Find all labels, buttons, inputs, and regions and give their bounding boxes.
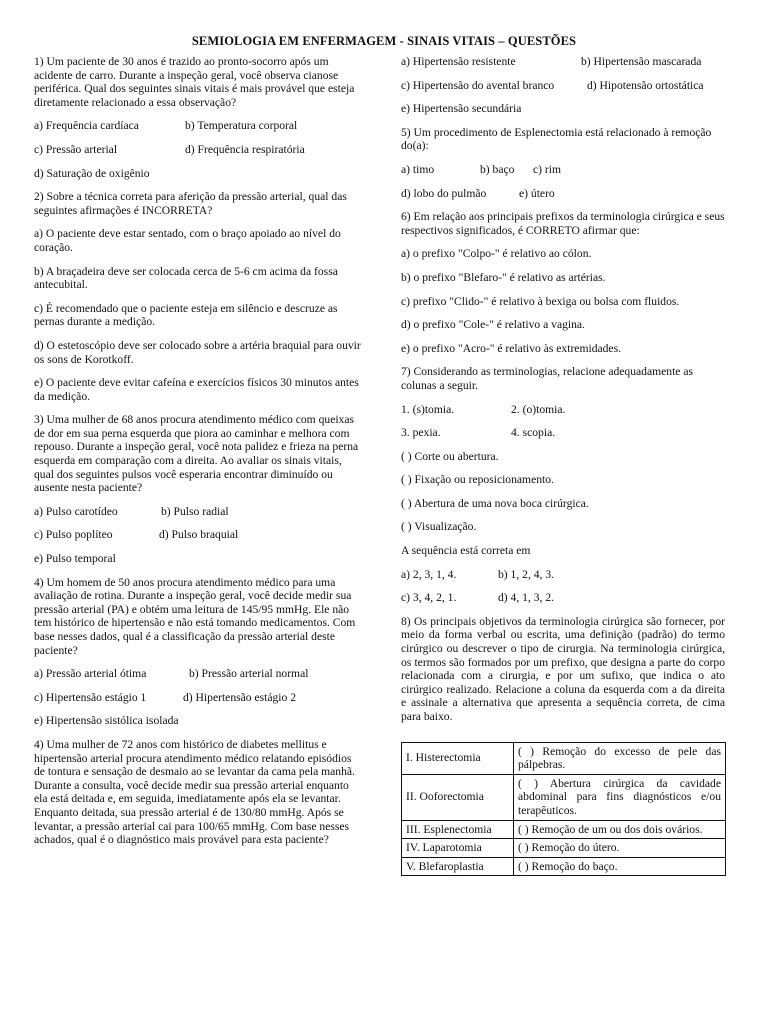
question-5-options-abc bbox=[401, 163, 725, 177]
table-cell-description: ( ) Abertura cirúrgica da cavidade abdominal para fins diagnósticos e/ou terapêuticos. bbox=[514, 774, 726, 820]
option-text: a) o prefixo "Colpo-" é relativo ao cólon. bbox=[401, 247, 592, 261]
option-text: d) lobo do pulmão bbox=[401, 186, 487, 200]
right-column bbox=[401, 55, 725, 876]
option-text: a) timo bbox=[401, 162, 435, 176]
option-text: b) Pulso radial bbox=[161, 504, 229, 518]
left-column bbox=[34, 55, 364, 857]
option-text: d) Saturação de oxigênio bbox=[34, 166, 150, 180]
option-text: d) Hipertensão estágio 2 bbox=[183, 690, 297, 704]
term-text: 4. scopia. bbox=[511, 426, 556, 440]
option-text: e) Hipertensão secundária bbox=[401, 102, 522, 116]
option-text: b) 1, 2, 4, 3. bbox=[498, 567, 555, 581]
question-8-stem: 8) Os principais objetivos da terminologia cirúrgica são fornecer, por meio da forma verbal ou escrita, uma definição (padrão) do termo cirúrgico ou descrever o tipo de cirurgia. Na terminologia cirúrgica, os termos são formados por um prefixo, que designa a parte do corpo relacionada com a cirurgia, e por um sufixo, que indica o ato cirúrgico realizado. Relacione a coluna da esquerda com a da direita e assinale a alternativa que apresenta a sequência correta, de cima para baixo. bbox=[401, 614, 725, 723]
option-text: a) Frequência cardíaca bbox=[34, 119, 139, 133]
option-text: d) Hipotensão ortostática bbox=[587, 78, 704, 92]
table-cell-description: ( ) Remoção do útero. bbox=[514, 839, 726, 858]
question-7-terms-12 bbox=[401, 403, 725, 417]
table-cell-procedure: III. Esplenectomia bbox=[402, 820, 514, 839]
option-text: d) o prefixo "Cole-" é relativo a vagina. bbox=[401, 318, 585, 332]
question-1-options-cd bbox=[34, 143, 364, 157]
option-text: b) o prefixo "Blefaro-" é relativo as artérias. bbox=[401, 270, 606, 284]
question-4-stem: 4) Um homem de 50 anos procura atendimento médico para uma avaliação de rotina. Durante a inspeção geral, você decide medir sua pressão arterial (PA) e obtém uma leitura de 145/95 mmHg. Ele não tem histórico de hipertensão e não está tomando medicamentos. Com base nesses dados, qual é a classificação da pressão arterial deste paciente? bbox=[34, 575, 356, 657]
question-1-options-ab bbox=[34, 119, 364, 133]
question-4b-options-ab bbox=[401, 55, 725, 69]
option-text: d) O estetoscópio deve ser colocado sobre a artéria braquial para ouvir os sons de Korotkoff. bbox=[34, 338, 361, 366]
table-row bbox=[402, 820, 726, 839]
question-3-stem: 3) Uma mulher de 68 anos procura atendimento médico com queixas de dor em sua perna esquerda que piora ao caminhar e melhora com repouso. Durante a inspeção geral, você nota palidez e frieza na perna esquerda em comparação com a direita. Ao avaliar os sinais vitais, qual dos seguintes pulsos você esperaria encontrar diminuído ou ausente nesta paciente? bbox=[34, 413, 359, 495]
option-text: a) 2, 3, 1, 4. bbox=[401, 567, 457, 581]
question-4-options-ab bbox=[34, 667, 364, 681]
question-4b-options-cd bbox=[401, 79, 725, 93]
term-text: 3. pexia. bbox=[401, 426, 441, 440]
question-3-options-ab bbox=[34, 505, 364, 519]
definition-text: ( ) Corte ou abertura. bbox=[401, 449, 499, 463]
table-row bbox=[402, 839, 726, 858]
table-cell-procedure: IV. Laparotomia bbox=[402, 839, 514, 858]
table-row bbox=[402, 857, 726, 876]
page-title: SEMIOLOGIA EM ENFERMAGEM - SINAIS VITAIS – QUESTÕES bbox=[191, 34, 577, 48]
option-text: c) rim bbox=[533, 162, 562, 176]
term-text: 2. (o)tomia. bbox=[511, 402, 566, 416]
definition-text: ( ) Visualização. bbox=[401, 520, 477, 534]
table-row bbox=[402, 774, 726, 820]
option-text: c) Pulso poplíteo bbox=[34, 528, 113, 542]
question-6-stem: 6) Em relação aos principais prefixos da terminologia cirúrgica e seus respectivos significados, é CORRETO afirmar que: bbox=[401, 210, 725, 237]
question-1-stem: 1) Um paciente de 30 anos é trazido ao pronto-socorro após um acidente de carro. Durante a inspeção geral, você observa cianose periférica. Qual dos seguintes sinais vitais é mais provável que esteja diretamente relacionado a essa observação? bbox=[34, 55, 355, 109]
option-text: c) É recomendado que o paciente esteja em silêncio e descruze as pernas durante a medição. bbox=[34, 301, 338, 329]
option-text: e) o prefixo "Acro-" é relativo às extremidades. bbox=[401, 341, 621, 355]
option-text: e) O paciente deve evitar cafeína e exercícios físicos 30 minutos antes da medição. bbox=[34, 376, 359, 403]
option-text: b) Hipertensão mascarada bbox=[581, 55, 702, 68]
table-cell-procedure: I. Histerectomia bbox=[402, 742, 514, 774]
question-7-stem: 7) Considerando as terminologias, relacione adequadamente as colunas a seguir. bbox=[401, 365, 693, 392]
table-cell-description: ( ) Remoção de um ou dos dois ovários. bbox=[514, 820, 726, 839]
option-text: c) Hipertensão estágio 1 bbox=[34, 690, 147, 704]
question-7-sequence-prompt: A sequência está correta em bbox=[401, 544, 531, 558]
table-cell-procedure: V. Blefaroplastia bbox=[402, 857, 514, 876]
definition-text: ( ) Fixação ou reposicionamento. bbox=[401, 473, 554, 487]
question-8-matching-table bbox=[401, 742, 726, 877]
option-text: a) O paciente deve estar sentado, com o braço apoiado ao nível do coração. bbox=[34, 227, 341, 254]
option-text: b) Temperatura corporal bbox=[185, 119, 298, 133]
option-text: e) útero bbox=[519, 186, 555, 200]
option-text: c) 3, 4, 2, 1. bbox=[401, 591, 457, 605]
question-4-options-cd bbox=[34, 691, 364, 705]
option-text: d) 4, 1, 3, 2. bbox=[498, 591, 555, 605]
question-5-stem: 5) Um procedimento de Esplenectomia está relacionado à remoção do(a): bbox=[401, 125, 712, 153]
table-cell-description: ( ) Remoção do excesso de pele das pálpebras. bbox=[514, 742, 726, 774]
table-cell-description: ( ) Remoção do baço. bbox=[514, 857, 726, 876]
table-cell-procedure: II. Ooforectomia bbox=[402, 774, 514, 820]
definition-text: ( ) Abertura de uma nova boca cirúrgica. bbox=[401, 496, 589, 510]
question-3-options-cd bbox=[34, 528, 364, 542]
question-2-stem: 2) Sobre a técnica correta para aferição da pressão arterial, qual das seguintes afirmações é INCORRETA? bbox=[34, 190, 347, 217]
option-text: c) Hipertensão do avental branco bbox=[401, 78, 555, 92]
option-text: c) prefixo "Clido-" é relativo à bexiga ou bolsa com fluidos. bbox=[401, 294, 680, 308]
option-text: d) Pulso braquial bbox=[159, 528, 239, 542]
option-text: a) Pressão arterial ótima bbox=[34, 667, 147, 681]
question-7-options-cd bbox=[401, 591, 725, 605]
option-text: e) Pulso temporal bbox=[34, 552, 116, 566]
question-7-terms-34 bbox=[401, 426, 725, 440]
question-4b-stem: 4) Uma mulher de 72 anos com histórico de diabetes mellitus e hipertensão arterial procura atendimento médico relatando episódios de tontura e sensação de desmaio ao se levantar da cama pela manhã. Durante a consulta, você decide medir sua pressão arterial enquanto ela está deitada e, em seguida, imediatamente após ela se levantar. Enquanto deitada, sua pressão arterial é de 130/80 mmHg. Após se levantar, a pressão arterial cai para 100/65 mmHg. Com base nesses achados, qual é o diagnóstico mais provável para esta paciente? bbox=[34, 737, 355, 847]
option-text: a) Hipertensão resistente bbox=[401, 55, 516, 68]
option-text: a) Pulso carotídeo bbox=[34, 504, 118, 518]
question-7-options-ab bbox=[401, 568, 725, 582]
option-text: e) Hipertensão sistólica isolada bbox=[34, 714, 179, 728]
option-text: b) Pressão arterial normal bbox=[189, 667, 309, 681]
option-text: b) A braçadeira deve ser colocada cerca de 5-6 cm acima da fossa antecubital. bbox=[34, 264, 338, 292]
option-text: c) Pressão arterial bbox=[34, 142, 118, 156]
question-5-options-de bbox=[401, 187, 725, 201]
table-row bbox=[402, 742, 726, 774]
option-text: d) Frequência respiratória bbox=[185, 142, 305, 156]
option-text: b) baço bbox=[480, 162, 515, 176]
term-text: 1. (s)tomia. bbox=[401, 402, 455, 416]
